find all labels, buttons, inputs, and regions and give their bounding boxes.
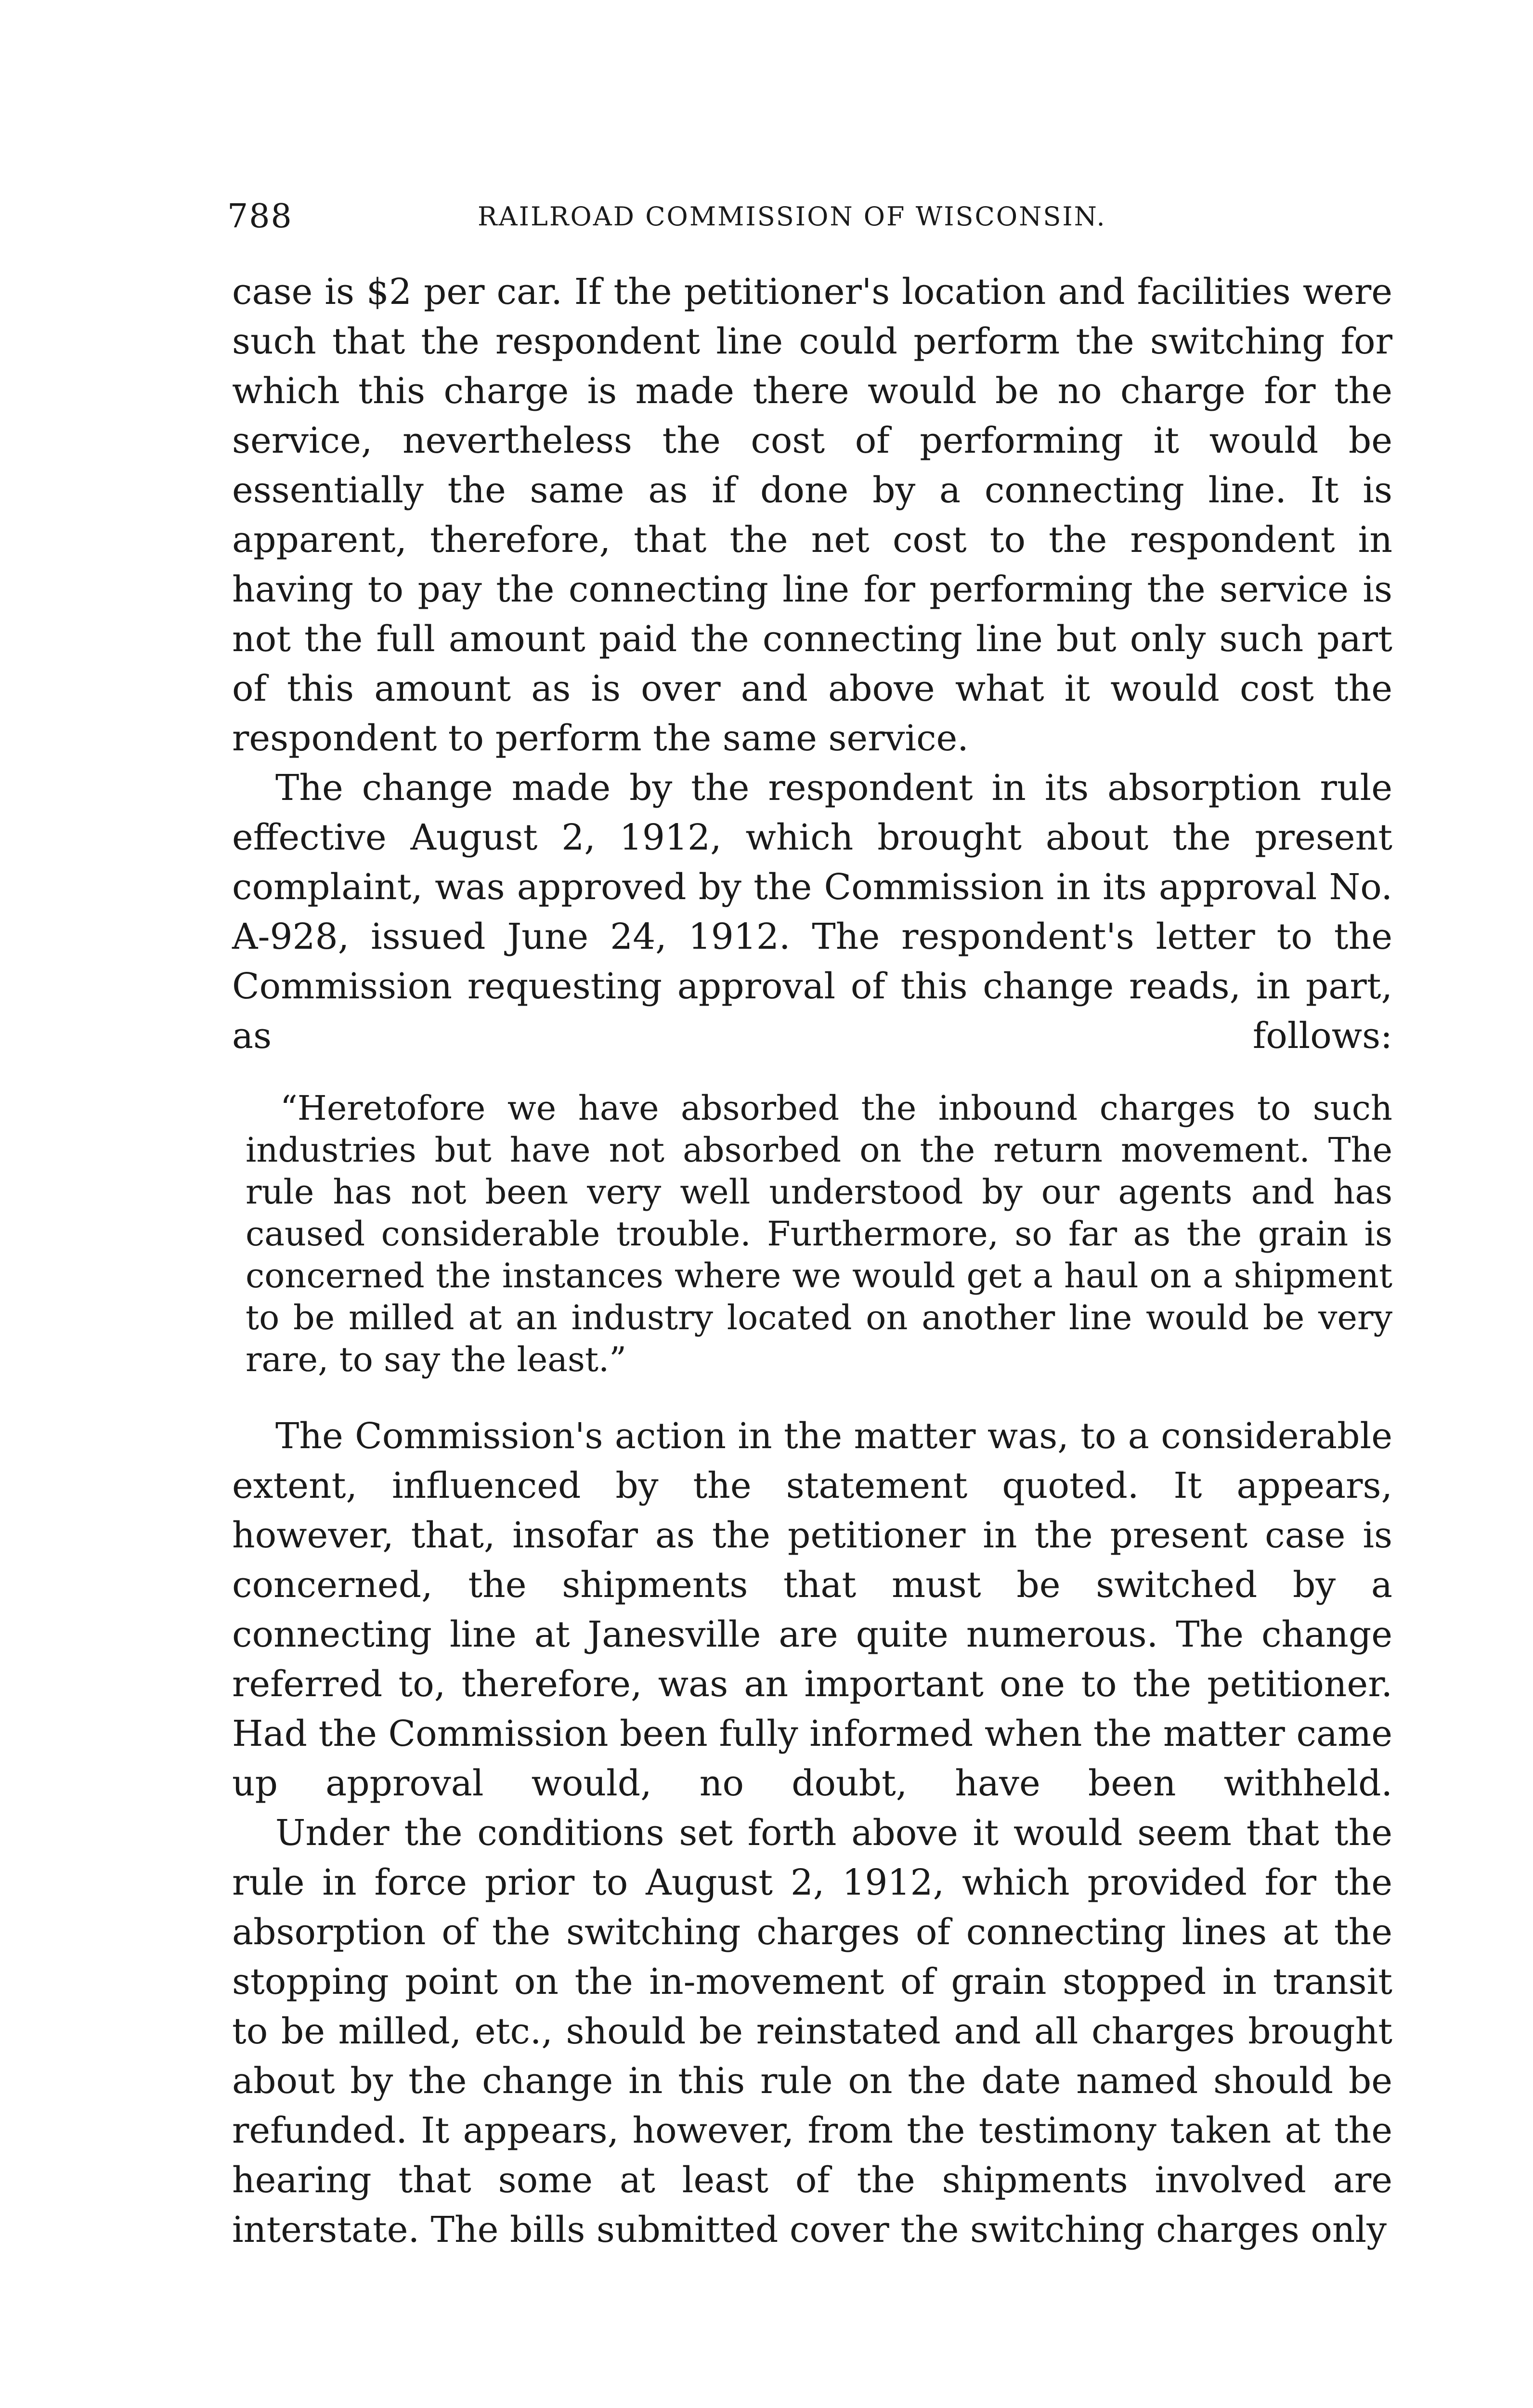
- paragraph-absorption-rule-change: The change made by the respondent in its absorption rule effective August 2, 1912, which brought about the present complaint, was approved by the Commission in its approval No. A-928, issued June 24, 1912. The respondent's letter to the Commission requesting approval of this change reads, in part, as follows:: [232, 767, 1392, 1057]
- paragraph-cost-of-switching: case is $2 per car. If the petitioner's location and facilities were such that the respondent line could perform the switching for which this charge is made there would be no charge for the service, nevertheless the cost of performing it would be essentially the same as if done by a connecting line. It is apparent, therefore, that the net cost to the respondent in having to pay the connecting line for performing the service is not the full amount paid the connecting line but only such part of this amount as is over and above what it would cost the respondent to perform the same service.: [232, 271, 1392, 759]
- paragraph-conditions-set-forth: Under the conditions set forth above it would seem that the rule in force prior to August 2, 1912, which provided for the absorption of the switching charges of connecting lines at the stopping point on the in-movement of grain stopped in transit to be milled, etc., should be reinstated and all charges brought about by the change in this rule on the date named should be refunded. It appears, however, from the testimony taken at the hearing that some at least of the shipments involved are interstate. The bills submitted cover the switching charges only: [232, 1812, 1392, 2251]
- page-body: [232, 267, 1392, 2255]
- page-number: 788: [227, 197, 293, 236]
- page-header: [227, 193, 1392, 241]
- running-head: RAILROAD COMMISSION OF WISCONSIN.: [478, 201, 1106, 232]
- quoted-letter: “Heretofore we have absorbed the inbound charges to such industries but have not absorbed on the return movement. The rule has not been very well understood by our agents and has caused considerable trouble. Furthermore, so far as the grain is concerned the instances where we would get a haul on a shipment to be milled at an industry located on another line would be very rare, to say the least.”: [246, 1088, 1392, 1379]
- paragraph-commission-action: The Commission's action in the matter was, to a considerable extent, influenced by the statement quoted. It appears, however, that, insofar as the petitioner in the present case is concerned, the shipments that must be switched by a connecting line at Janesville are quite numerous. The change referred to, therefore, was an important one to the petitioner. Had the Commission been fully informed when the matter came up approval would, no doubt, have been withheld.: [232, 1415, 1392, 1804]
